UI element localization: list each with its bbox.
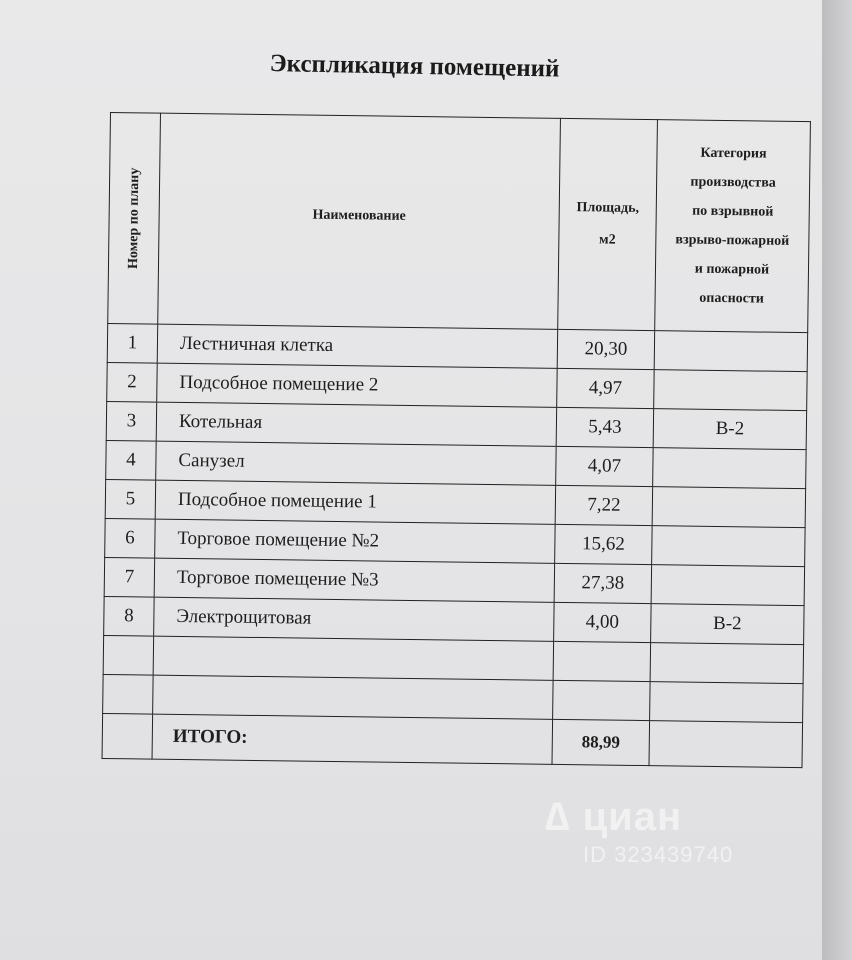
row-number: 8 — [104, 596, 155, 636]
document-title: Экспликация помещений — [269, 50, 560, 83]
row-name: Санузел — [156, 441, 556, 485]
watermark — [545, 795, 733, 868]
row-number: 2 — [107, 362, 158, 402]
total-row — [102, 713, 803, 767]
header-area: Площадь, м2 — [558, 118, 658, 330]
explication-table — [102, 112, 811, 768]
row-name: Подсобное помещение 2 — [157, 363, 557, 407]
row-area: 4,00 — [554, 602, 652, 642]
row-number: 7 — [104, 557, 155, 597]
total-label: ИТОГО: — [152, 714, 553, 764]
row-name: Подсобное помещение 1 — [155, 480, 555, 524]
row-category — [651, 565, 804, 606]
table-header-row — [108, 113, 811, 333]
row-area: 20,30 — [557, 329, 655, 369]
row-number: 5 — [105, 479, 156, 519]
background-surface — [822, 0, 852, 960]
row-area: 5,43 — [556, 407, 654, 447]
row-number: 6 — [105, 518, 156, 558]
total-value: 88,99 — [552, 719, 650, 765]
row-area: 27,38 — [554, 563, 652, 603]
row-area: 15,62 — [555, 524, 653, 564]
row-number: 1 — [107, 323, 158, 363]
header-number: Номер по плану — [108, 113, 161, 325]
row-name: Торговое помещение №3 — [154, 558, 554, 602]
row-category: В-2 — [651, 604, 804, 645]
row-area: 4,07 — [556, 446, 654, 486]
row-category — [653, 448, 806, 489]
row-category — [652, 526, 805, 567]
row-name: Котельная — [156, 402, 556, 446]
row-name: Лестничная клетка — [157, 324, 557, 368]
watermark-id: ID 323439740 — [583, 842, 734, 867]
row-category: В-2 — [653, 409, 806, 450]
row-name: Электрощитовая — [154, 597, 554, 641]
header-name: Наименование — [158, 113, 561, 329]
row-number: 4 — [106, 440, 157, 480]
row-area: 7,22 — [555, 485, 653, 525]
row-category — [654, 370, 807, 411]
row-category — [654, 331, 807, 372]
row-number: 3 — [106, 401, 157, 441]
row-area: 4,97 — [557, 368, 655, 408]
row-name: Торговое помещение №2 — [155, 519, 555, 563]
row-category — [652, 487, 805, 528]
watermark-logo: ∆ циан — [545, 795, 683, 839]
header-category: Категория производства по взрывной взрыво-пожарной и пожарной опасности — [655, 120, 811, 333]
